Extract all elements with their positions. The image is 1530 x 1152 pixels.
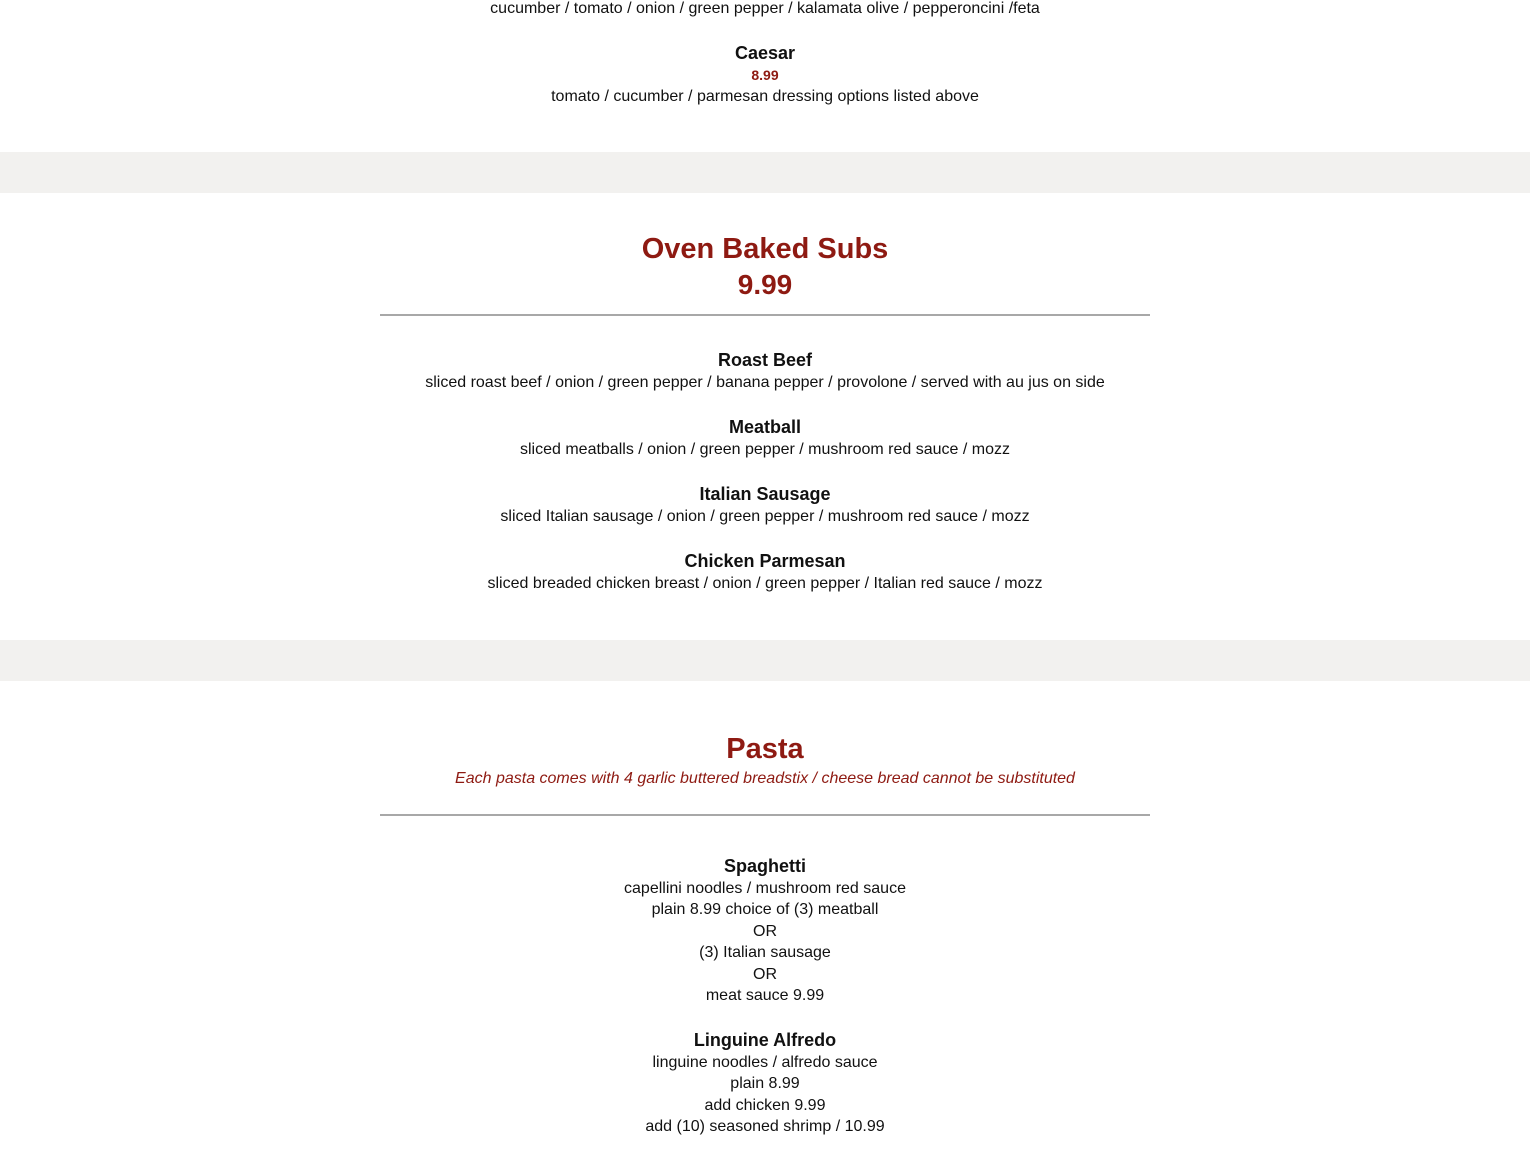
pasta-item-details [0,1052,1530,1138]
sub-item-title: Chicken Parmesan [684,551,846,571]
caesar-title: Caesar [734,43,796,63]
pasta-detail-line: plain 8.99 choice of (3) meatball [651,901,879,919]
caesar-price: 8.99 [751,67,779,83]
pasta-detail-line: capellini noodles / mushroom red sauce [624,880,906,897]
pasta-item-title: Spaghetti [723,856,806,876]
pasta-detail-line: add chicken 9.99 [704,1096,826,1114]
previous-salad-description: cucumber / tomato / onion / green pepper / kalamata olive / pepperoncini /feta [490,0,1040,17]
pasta-detail-line: meat sauce 9.99 [705,987,825,1005]
sub-item-description: sliced meatballs / onion / green pepper / mushroom red sauce / mozz [519,441,1011,458]
subs-title-rule [380,314,1150,316]
pasta-title-rule [380,814,1150,816]
pasta-item-details [0,878,1530,1006]
pasta-detail-line: add (10) seasoned shrimp / 10.99 [645,1118,885,1136]
pasta-detail-line: linguine noodles / alfredo sauce [652,1054,878,1071]
sub-item-title: Meatball [728,417,802,437]
subs-section-title: Oven Baked Subs [641,233,889,265]
pasta-detail-line: OR [753,922,777,940]
pasta-detail-line: plain 8.99 [730,1075,800,1093]
subs-section-price: 9.99 [737,269,793,300]
section-divider-band [0,640,1530,681]
pasta-detail-line: (3) Italian sausage [699,944,831,962]
caesar-description: tomato / cucumber / parmesan dressing options listed above [551,88,979,105]
sub-item-description: sliced Italian sausage / onion / green pepper / mushroom red sauce / mozz [500,508,1030,525]
pasta-section-title: Pasta [726,733,804,765]
pasta-item-title: Linguine Alfredo [693,1030,837,1050]
sub-item-title: Roast Beef [717,350,813,370]
pasta-detail-line: OR [753,965,777,983]
pasta-section-note: Each pasta comes with 4 garlic buttered breadstix / cheese bread cannot be substituted [455,770,1075,787]
section-divider-band [0,152,1530,193]
sub-item-description: sliced breaded chicken breast / onion / green pepper / Italian red sauce / mozz [487,575,1043,592]
sub-item-description: sliced roast beef / onion / green pepper / banana pepper / provolone / served with au jus on side [425,374,1105,391]
sub-item-title: Italian Sausage [699,484,831,504]
